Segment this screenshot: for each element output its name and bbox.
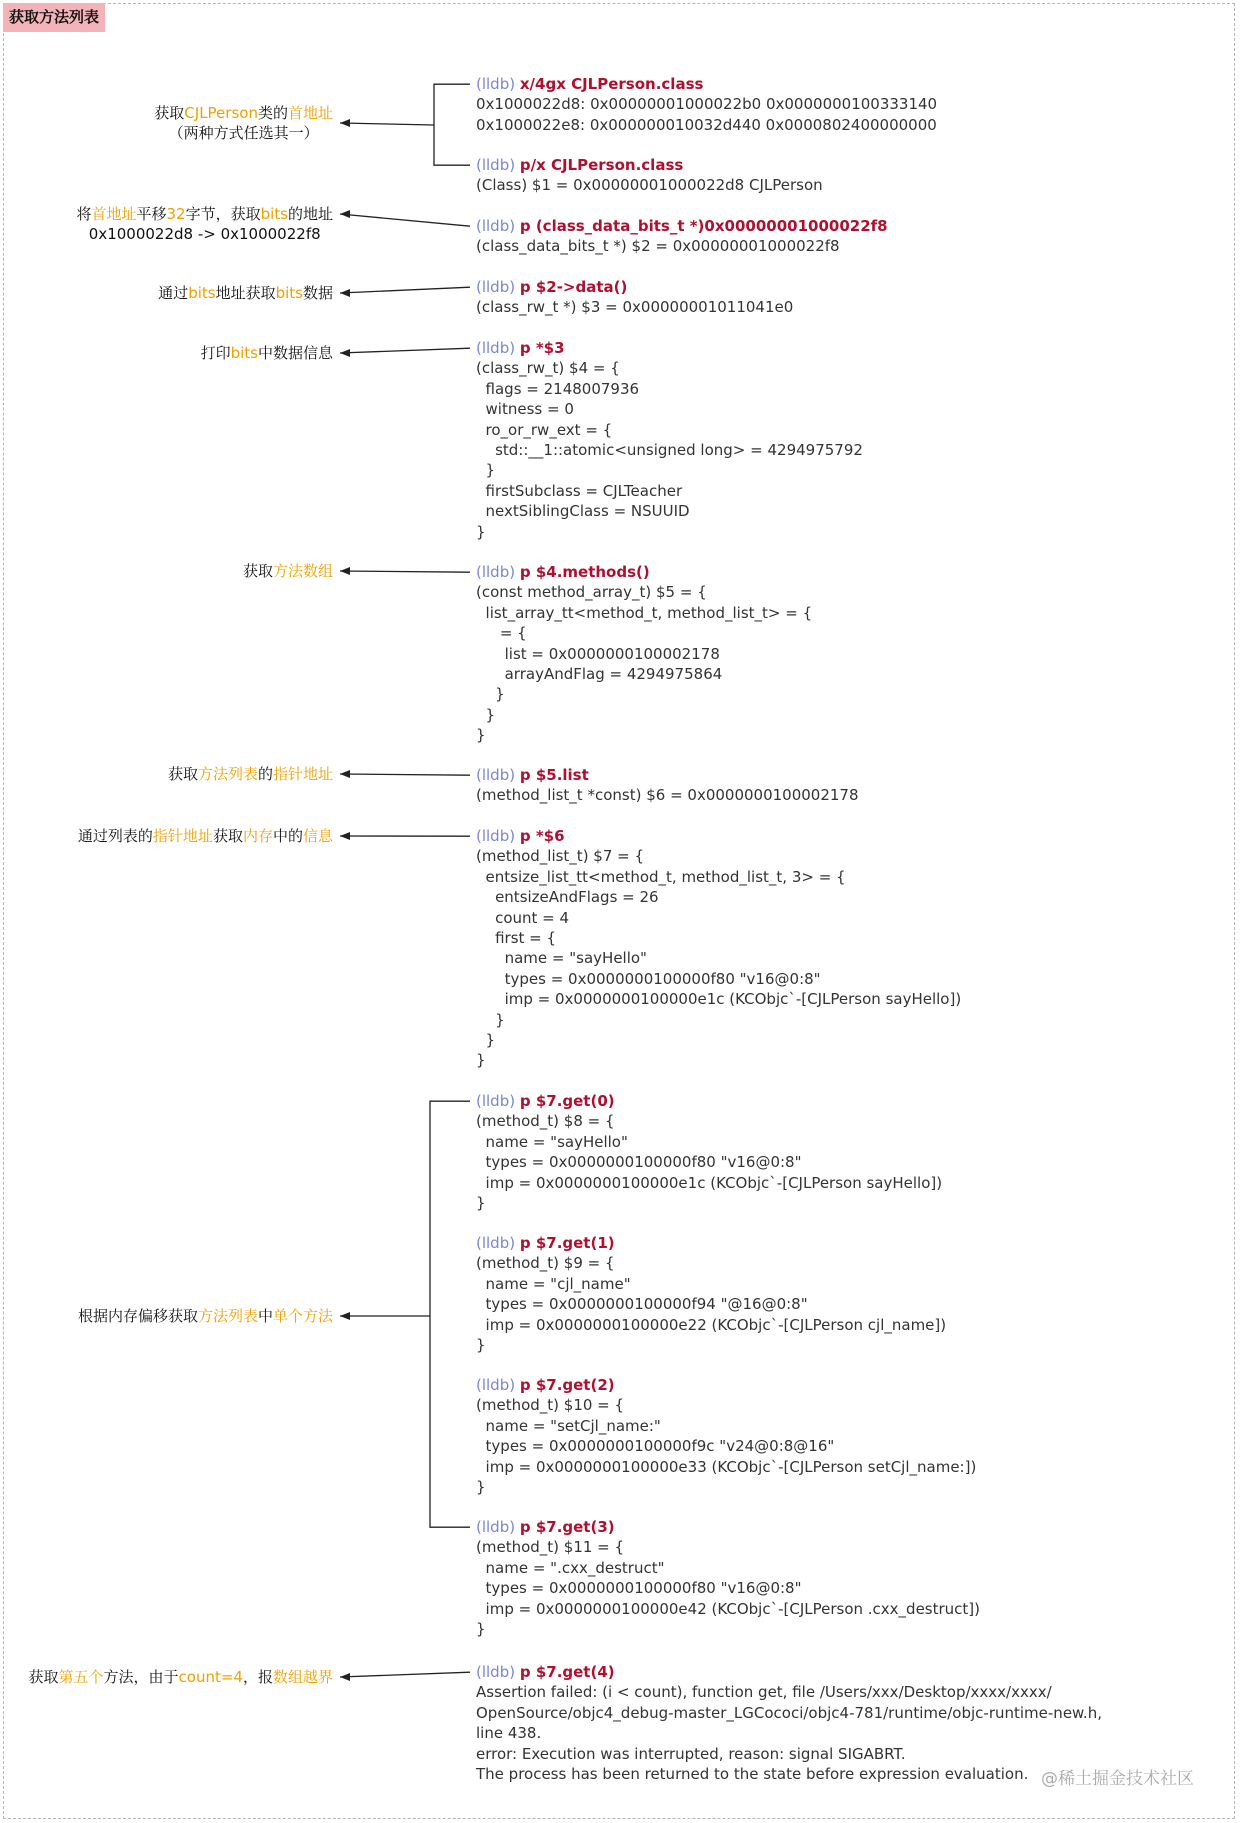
lldb-command: p $4.methods() (519, 563, 650, 581)
lldb-output-line: imp = 0x0000000100000e1c (KCObjc`-[CJLPerson sayHello]) (476, 990, 962, 1009)
lldb-output-line: ro_or_rw_ext = { (476, 420, 613, 439)
label-text: 类的 (257, 104, 288, 122)
annotation-label (243, 561, 333, 581)
lldb-output-line: imp = 0x0000000100000e42 (KCObjc`-[CJLPerson .cxx_destruct]) (476, 1599, 981, 1618)
connector-line (340, 1672, 470, 1677)
arrowhead-icon (340, 210, 350, 218)
lldb-block (476, 1517, 1086, 1639)
lldb-output-line: Assertion failed: (i < count), function get, file /Users/xxx/Desktop/xxxx/xxxx/ (476, 1683, 1052, 1702)
label-text: 中数据信息 (257, 344, 333, 362)
lldb-block (476, 1233, 1086, 1355)
lldb-output-line: name = "cjl_name" (476, 1274, 631, 1293)
connector-line (340, 123, 434, 125)
lldb-output-line: = { (476, 624, 527, 643)
highlight-text: 指针地址 (272, 765, 333, 783)
lldb-command: p $5.list (519, 766, 589, 784)
annotation-line (168, 764, 333, 784)
lldb-command-line (476, 1662, 1086, 1682)
label-text: 获取 (212, 827, 243, 845)
lldb-command-line (476, 1517, 1086, 1537)
highlight-text: 方法数组 (272, 562, 333, 580)
lldb-command-line (476, 216, 1086, 236)
label-text: 字节，获取 (185, 205, 261, 223)
lldb-command: p *$3 (519, 339, 565, 357)
label-text: 获取 (28, 1668, 59, 1686)
lldb-output-line: imp = 0x0000000100000e33 (KCObjc`-[CJLPerson setCjl_name:]) (476, 1457, 977, 1476)
connector-line (340, 287, 470, 293)
arrowhead-icon (340, 1673, 350, 1681)
arrowhead-icon (340, 119, 350, 127)
annotation-line (154, 123, 333, 143)
lldb-command: p $7.get(4) (519, 1663, 615, 1681)
highlight-text: 单个方法 (272, 1307, 333, 1325)
label-text: 0x1000022d8 -> 0x1000022f8 (88, 225, 321, 243)
lldb-command: p (class_data_bits_t *)0x00000001000022f8 (519, 217, 888, 235)
highlight-text: 32 (166, 205, 186, 223)
lldb-prompt: (lldb) (476, 339, 520, 357)
bracket-line (430, 1101, 470, 1527)
annotation-label (28, 1667, 333, 1687)
highlight-text: 方法列表 (197, 765, 258, 783)
connector-line (340, 774, 470, 775)
lldb-block (476, 1375, 1086, 1497)
lldb-block (476, 826, 1086, 1071)
annotation-line (243, 561, 333, 581)
arrowhead-icon (340, 1312, 350, 1320)
lldb-output-line: } (476, 1193, 486, 1212)
lldb-command-line (476, 1233, 1086, 1253)
lldb-command: p *$6 (519, 827, 565, 845)
lldb-command-line (476, 826, 1086, 846)
bracket-line (434, 84, 470, 165)
lldb-output-line: types = 0x0000000100000f94 "@16@0:8" (476, 1295, 808, 1314)
connector-line (340, 348, 470, 353)
label-text: ，报 (242, 1668, 273, 1686)
arrowhead-icon (340, 567, 350, 575)
lldb-output-line: (method_list_t *const) $6 = 0x0000000100002178 (476, 786, 859, 805)
lldb-command-line (476, 277, 1086, 297)
lldb-output-line: imp = 0x0000000100000e22 (KCObjc`-[CJLPerson cjl_name]) (476, 1315, 947, 1334)
lldb-prompt: (lldb) (476, 1234, 520, 1252)
lldb-output-line: OpenSource/objc4_debug-master_LGCococi/objc4-781/runtime/objc-runtime-new.h, (476, 1703, 1102, 1722)
label-text: 根据内存偏移获取 (77, 1307, 198, 1325)
label-text: 将 (76, 205, 92, 223)
lldb-output-line: std::__1::atomic<unsigned long> = 4294975792 (476, 440, 863, 459)
lldb-output-line: (class_rw_t *) $3 = 0x00000001011041e0 (476, 298, 794, 317)
label-text: 通过列表的 (77, 827, 153, 845)
lldb-output-line: name = "sayHello" (476, 949, 647, 968)
lldb-command-line (476, 338, 1086, 358)
annotation-line (158, 283, 333, 303)
lldb-output-line: types = 0x0000000100000f80 "v16@0:8" (476, 1153, 802, 1172)
lldb-prompt: (lldb) (476, 156, 520, 174)
lldb-command-line (476, 765, 1086, 785)
label-text: 的地址 (287, 205, 333, 223)
lldb-output-line: nextSiblingClass = NSUUID (476, 502, 690, 521)
lldb-output-line: } (476, 1030, 496, 1049)
lldb-command: p $7.get(3) (519, 1518, 615, 1536)
lldb-output-line: (class_rw_t) $4 = { (476, 359, 620, 378)
label-text: 的 (257, 765, 273, 783)
highlight-text: 指针地址 (152, 827, 213, 845)
annotation-label (154, 103, 333, 143)
connector-line (340, 571, 470, 572)
lldb-command: p $2->data() (519, 278, 628, 296)
highlight-text: bits (275, 284, 303, 302)
label-text: （两种方式任选其一） (168, 124, 319, 142)
lldb-block (476, 277, 1086, 318)
lldb-output-line: } (476, 726, 486, 745)
lldb-output-line: } (476, 1619, 486, 1638)
lldb-prompt: (lldb) (476, 1092, 520, 1110)
lldb-output-line: (method_t) $10 = { (476, 1396, 625, 1415)
lldb-block (476, 216, 1086, 257)
lldb-output-line: (method_t) $8 = { (476, 1112, 615, 1131)
lldb-command-line (476, 155, 1086, 175)
lldb-output-line: arrayAndFlag = 4294975864 (476, 664, 723, 683)
lldb-command-line (476, 1091, 1086, 1111)
highlight-text: 首地址 (287, 104, 333, 122)
highlight-text: CJLPerson (184, 104, 258, 122)
annotation-label (158, 283, 333, 303)
label-text: 中的 (272, 827, 303, 845)
lldb-command-line (476, 74, 1086, 94)
label-text: 地址获取 (215, 284, 276, 302)
lldb-output-line: 0x1000022e8: 0x000000010032d440 0x0000802400000000 (476, 115, 937, 134)
lldb-output-line: } (476, 1010, 505, 1029)
highlight-text: bits (260, 205, 288, 223)
lldb-output-line: } (476, 461, 496, 480)
label-text: 中 (257, 1307, 273, 1325)
lldb-output-line: list_array_tt<method_t, method_list_t> = { (476, 603, 813, 622)
lldb-output-line: name = "setCjl_name:" (476, 1416, 661, 1435)
lldb-output-line: (method_t) $9 = { (476, 1254, 615, 1273)
annotation-line (76, 224, 333, 244)
lldb-output-line: flags = 2148007936 (476, 379, 640, 398)
lldb-command: p $7.get(0) (519, 1092, 615, 1110)
lldb-output-line: entsize_list_tt<method_t, method_list_t, 3> = { (476, 867, 846, 886)
lldb-prompt: (lldb) (476, 75, 520, 93)
lldb-prompt: (lldb) (476, 217, 520, 235)
lldb-block (476, 74, 1086, 135)
lldb-output-line: types = 0x0000000100000f80 "v16@0:8" (476, 1579, 802, 1598)
label-text: 获取 (154, 104, 185, 122)
label-text: 获取 (167, 765, 198, 783)
lldb-output-line: imp = 0x0000000100000e1c (KCObjc`-[CJLPerson sayHello]) (476, 1173, 943, 1192)
lldb-block (476, 1091, 1086, 1213)
label-text: 获取 (242, 562, 273, 580)
lldb-output-line: } (476, 1051, 486, 1070)
label-text: 平移 (136, 205, 167, 223)
arrowhead-icon (340, 770, 350, 778)
lldb-output-line: error: Execution was interrupted, reason: signal SIGABRT. (476, 1744, 906, 1763)
connector-line (340, 214, 470, 226)
lldb-output-line: } (476, 705, 496, 724)
label-text: 数据 (302, 284, 333, 302)
annotation-line (28, 1667, 333, 1687)
lldb-output-line: line 438. (476, 1724, 542, 1743)
lldb-output-line: list = 0x0000000100002178 (476, 644, 720, 663)
lldb-prompt: (lldb) (476, 278, 520, 296)
highlight-text: 首地址 (91, 205, 137, 223)
lldb-output-line: entsizeAndFlags = 26 (476, 888, 659, 907)
lldb-output-line: (method_list_t) $7 = { (476, 847, 645, 866)
lldb-output-line: name = ".cxx_destruct" (476, 1558, 665, 1577)
highlight-text: 内存 (242, 827, 273, 845)
lldb-output-line: The process has been returned to the state before expression evaluation. (476, 1764, 1029, 1783)
label-text: 打印 (200, 344, 231, 362)
annotation-label (76, 204, 333, 244)
lldb-output-line: } (476, 522, 486, 541)
annotation-line (78, 1306, 333, 1326)
lldb-command: x/4gx CJLPerson.class (519, 75, 704, 93)
lldb-output-line: types = 0x0000000100000f9c "v24@0:8@16" (476, 1437, 835, 1456)
diagram-title: 获取方法列表 (3, 3, 105, 32)
highlight-text: count=4 (178, 1668, 243, 1686)
highlight-text: bits (230, 344, 258, 362)
annotation-line (201, 343, 333, 363)
lldb-output-line: 0x1000022d8: 0x00000001000022b0 0x0000000100333140 (476, 95, 938, 114)
lldb-output-line: } (476, 1477, 486, 1496)
lldb-output-line: } (476, 1335, 486, 1354)
label-text: 通过 (158, 284, 189, 302)
annotation-line (78, 826, 333, 846)
lldb-block (476, 562, 1086, 746)
lldb-output-line: witness = 0 (476, 400, 574, 419)
highlight-text: 第五个 (58, 1668, 104, 1686)
lldb-block (476, 1662, 1102, 1784)
lldb-block (476, 155, 1086, 196)
lldb-command: p $7.get(2) (519, 1376, 615, 1394)
lldb-prompt: (lldb) (476, 766, 520, 784)
lldb-prompt: (lldb) (476, 827, 520, 845)
annotation-line (154, 103, 333, 123)
lldb-output-line: first = { (476, 928, 557, 947)
annotation-line (76, 204, 333, 224)
lldb-prompt: (lldb) (476, 1376, 520, 1394)
lldb-block (476, 765, 1086, 806)
lldb-output-line: (const method_array_t) $5 = { (476, 583, 707, 602)
lldb-command: p/x CJLPerson.class (519, 156, 684, 174)
highlight-text: bits (188, 284, 216, 302)
watermark: @稀土掘金技术社区 (1041, 1769, 1194, 1789)
annotation-label (168, 764, 333, 784)
highlight-text: 数组越界 (272, 1668, 333, 1686)
lldb-output-line: (Class) $1 = 0x00000001000022d8 CJLPerson (476, 176, 823, 195)
highlight-text: 方法列表 (197, 1307, 258, 1325)
lldb-command: p $7.get(1) (519, 1234, 615, 1252)
label-text: 方法，由于 (103, 1668, 179, 1686)
lldb-output-line: count = 4 (476, 908, 570, 927)
lldb-prompt: (lldb) (476, 1663, 520, 1681)
annotation-label (78, 1306, 333, 1326)
lldb-output-line: firstSubclass = CJLTeacher (476, 481, 683, 500)
lldb-output-line: name = "sayHello" (476, 1132, 628, 1151)
lldb-output-line: (class_data_bits_t *) $2 = 0x00000001000022f8 (476, 237, 840, 256)
lldb-output-line: } (476, 685, 505, 704)
arrowhead-icon (340, 289, 350, 297)
arrowhead-icon (340, 832, 350, 840)
annotation-label (78, 826, 333, 846)
arrowhead-icon (340, 349, 350, 357)
highlight-text: 信息 (302, 827, 333, 845)
lldb-command-line (476, 562, 1086, 582)
annotation-label (201, 343, 333, 363)
lldb-output-line: (method_t) $11 = { (476, 1538, 625, 1557)
lldb-prompt: (lldb) (476, 1518, 520, 1536)
lldb-output-line: types = 0x0000000100000f80 "v16@0:8" (476, 969, 821, 988)
lldb-block (476, 338, 1086, 542)
lldb-command-line (476, 1375, 1086, 1395)
lldb-prompt: (lldb) (476, 563, 520, 581)
